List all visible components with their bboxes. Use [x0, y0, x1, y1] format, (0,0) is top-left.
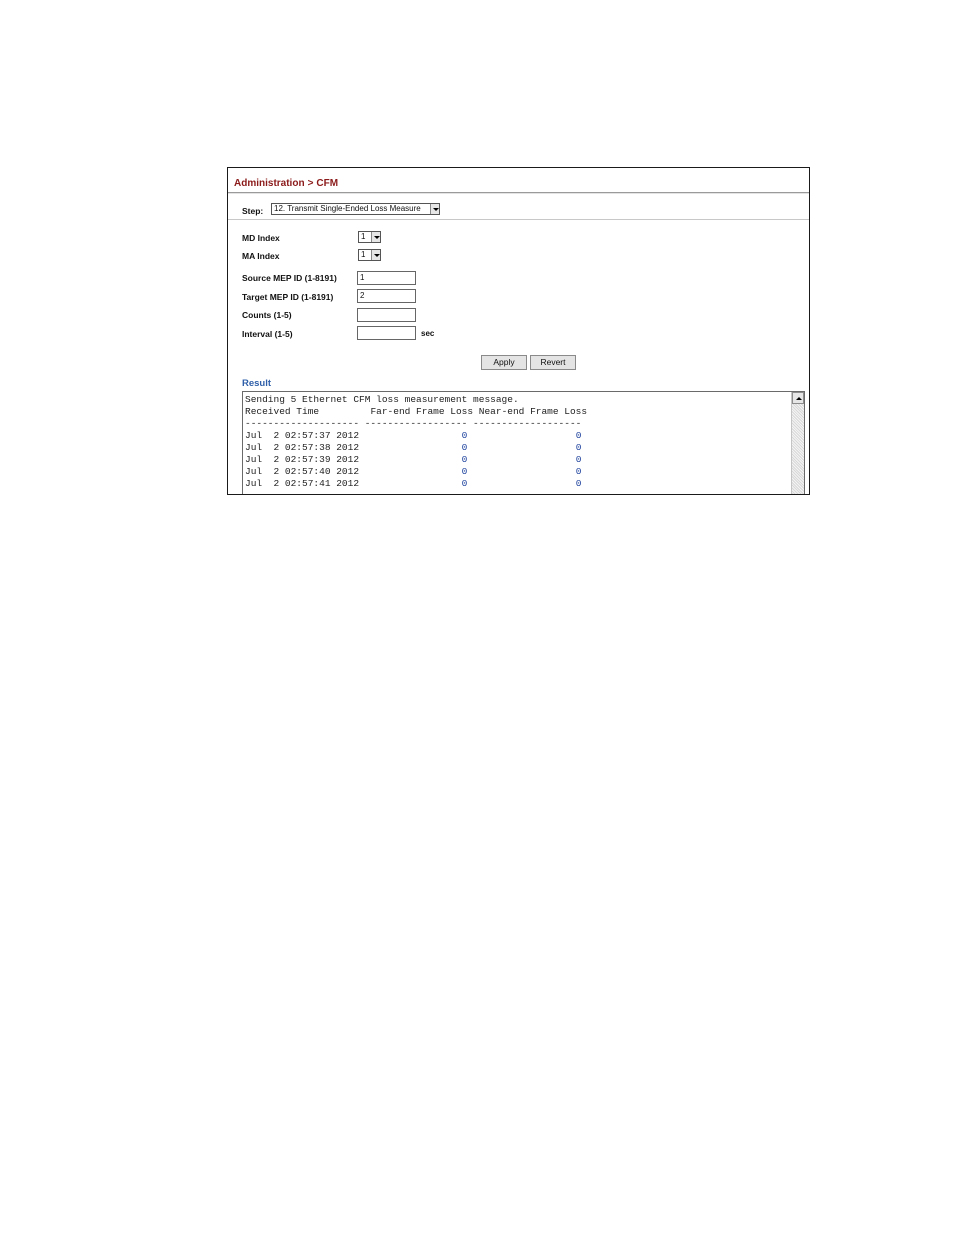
chevron-down-icon[interactable] [371, 250, 380, 260]
step-divider [228, 219, 809, 220]
source-mep-input[interactable]: 1 [357, 271, 416, 285]
apply-button[interactable]: Apply [481, 355, 527, 370]
result-message: Sending 5 Ethernet CFM loss measurement message. [245, 394, 519, 405]
interval-input[interactable] [357, 326, 416, 340]
table-row [245, 442, 581, 453]
ma-index-select[interactable] [358, 249, 381, 261]
arrow-up-icon[interactable] [792, 392, 804, 404]
cfm-panel [227, 167, 810, 495]
target-mep-label: Target MEP ID (1-8191) [242, 292, 334, 302]
result-text [245, 394, 587, 490]
ma-index-label: MA Index [242, 251, 280, 261]
chevron-down-icon[interactable] [430, 204, 439, 214]
ma-index-value: 1 [361, 250, 366, 259]
row-near-loss: 0 [575, 442, 582, 453]
counts-input[interactable] [357, 308, 416, 322]
col-far-end-loss: Far-end Frame Loss [370, 406, 474, 417]
row-far-loss: 0 [461, 442, 468, 453]
row-near-loss: 0 [575, 466, 582, 477]
row-time: Jul 2 02:57:38 2012 [245, 442, 360, 453]
row-far-loss: 0 [461, 466, 468, 477]
revert-button[interactable]: Revert [530, 355, 576, 370]
table-row [245, 466, 581, 477]
row-time: Jul 2 02:57:39 2012 [245, 454, 360, 465]
interval-unit: sec [421, 329, 435, 338]
step-select-value: 12. Transmit Single-Ended Loss Measure [274, 204, 421, 213]
table-row [245, 454, 581, 465]
table-row [245, 478, 581, 489]
target-mep-input[interactable]: 2 [357, 289, 416, 303]
source-mep-label: Source MEP ID (1-8191) [242, 273, 337, 283]
result-header [245, 406, 587, 417]
row-near-loss: 0 [575, 430, 582, 441]
row-far-loss: 0 [461, 454, 468, 465]
md-index-value: 1 [361, 232, 366, 241]
chevron-down-icon[interactable] [371, 232, 380, 242]
row-far-loss: 0 [461, 478, 468, 489]
breadcrumb [234, 178, 338, 189]
row-time: Jul 2 02:57:37 2012 [245, 430, 360, 441]
breadcrumb-separator: > [307, 178, 314, 189]
result-title: Result [242, 378, 272, 389]
table-row [245, 430, 581, 441]
row-time: Jul 2 02:57:41 2012 [245, 478, 360, 489]
breadcrumb-cfm: CFM [316, 178, 339, 189]
md-index-label: MD Index [242, 233, 280, 243]
header-divider [228, 192, 809, 194]
row-near-loss: 0 [575, 454, 582, 465]
step-label: Step: [242, 206, 264, 216]
result-scrollbar[interactable] [791, 392, 804, 495]
result-output[interactable] [242, 391, 805, 495]
result-header-rule: -------------------- ------------------ ------------------- [245, 418, 582, 429]
row-time: Jul 2 02:57:40 2012 [245, 466, 360, 477]
md-index-select[interactable] [358, 231, 381, 243]
interval-label: Interval (1-5) [242, 329, 293, 339]
row-near-loss: 0 [575, 478, 582, 489]
breadcrumb-administration[interactable]: Administration [234, 178, 305, 189]
row-far-loss: 0 [461, 430, 468, 441]
step-select[interactable] [271, 203, 440, 215]
col-received-time: Received Time [245, 406, 320, 417]
counts-label: Counts (1-5) [242, 310, 292, 320]
col-near-end-loss: Near-end Frame Loss [478, 406, 588, 417]
